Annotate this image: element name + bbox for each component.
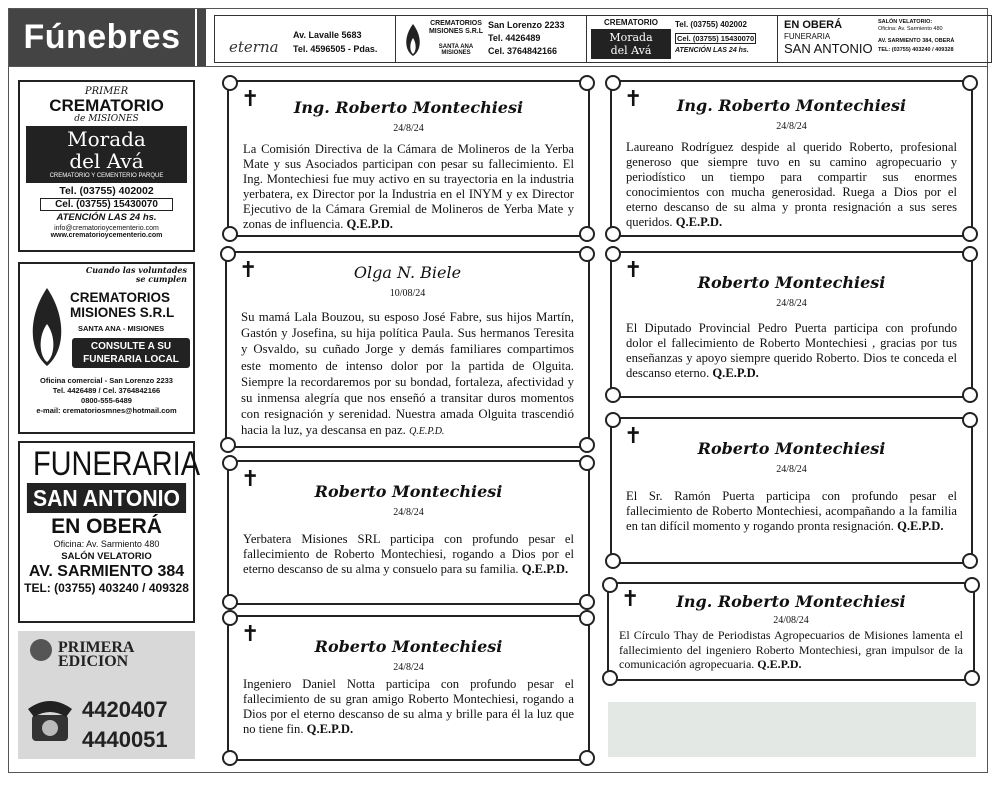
notice-date: 10/08/24 bbox=[389, 288, 426, 299]
morada-pre: PRIMER bbox=[84, 86, 129, 97]
notice-date: 24/8/24 bbox=[776, 298, 807, 309]
crematorios-place: SANTA ANA - MISIONES bbox=[78, 324, 165, 333]
flame-icon bbox=[26, 286, 68, 368]
header-ad-strip bbox=[214, 15, 992, 63]
notice-name: Roberto Montechiesi bbox=[697, 273, 886, 292]
ad-primera-edicion[interactable] bbox=[18, 631, 195, 759]
ad-crematorios-header[interactable] bbox=[396, 16, 587, 62]
crematorios-header-address: San Lorenzo 2233 bbox=[488, 20, 565, 30]
notice-qepd: Q.E.P.D. bbox=[346, 217, 393, 231]
morada-title: CREMATORIO bbox=[49, 96, 164, 115]
obituary-notice bbox=[610, 80, 973, 237]
san-antonio-header-pre: FUNERARIA bbox=[784, 32, 831, 41]
notice-body: Ingeniero Daniel Notta participa con profundo pesar el fallecimiento de su gran amigo Roberto Montechiesi, rogando a Dios por el eterno descanso de su alma y brille para él la luz que no tiene fin. Q.E.P.D. bbox=[243, 677, 574, 736]
morada-email: info@crematorioycementerio.com bbox=[54, 225, 159, 232]
notice-name: Olga N. Biele bbox=[353, 263, 462, 282]
cross-icon: ✝ bbox=[624, 257, 643, 282]
funeraria-name: SAN ANTONIO bbox=[27, 483, 186, 513]
crematorios-name bbox=[70, 290, 174, 320]
notice-qepd: Q.E.P.D. bbox=[409, 426, 445, 438]
ad-morada-header[interactable] bbox=[587, 16, 778, 62]
ad-vida-eterna[interactable] bbox=[215, 16, 396, 62]
notice-name: Roberto Montechiesi bbox=[314, 482, 503, 501]
obituary-notice bbox=[610, 251, 973, 398]
primera-name2: EDICION bbox=[58, 653, 129, 670]
obituary-notice bbox=[227, 80, 590, 237]
ad-crematorios-misiones[interactable] bbox=[18, 262, 195, 434]
morada-tel: Tel. (03755) 402002 bbox=[59, 185, 154, 197]
obituary-notice bbox=[225, 251, 590, 448]
notice-date: 24/8/24 bbox=[776, 121, 807, 132]
crematorios-email: e-mail: crematoriosmnes@hotmail.com bbox=[36, 406, 177, 415]
funeraria-tel: TEL: (03755) 403240 / 409328 bbox=[24, 581, 189, 595]
empty-ad-space bbox=[608, 702, 976, 757]
primera-phone2: 4440051 bbox=[82, 727, 168, 752]
morada-header-logo bbox=[591, 29, 671, 59]
section-header bbox=[9, 9, 987, 67]
notice-date: 24/8/24 bbox=[393, 507, 424, 518]
crematorios-name1: CREMATORIOS bbox=[70, 290, 171, 305]
notice-name: Roberto Montechiesi bbox=[314, 637, 503, 656]
telephone-icon bbox=[26, 695, 74, 745]
crematorios-header-place: SANTA ANA MISIONES bbox=[438, 44, 474, 56]
consulte-line1: CONSULTE A SU bbox=[90, 341, 172, 352]
morada-header-tel: Tel. (03755) 402002 bbox=[675, 20, 747, 29]
obituary-notice bbox=[227, 615, 590, 761]
notice-body: La Comisión Directiva de la Cámara de Molineros de la Yerba Mate y sus Asociados participan con pesar su fallecimiento. El Ing. Montechiesi fue muy activo en su trayectoria en la industria yerbatera, ex Director por la Industria en el INYM y ex Director Ejecutivo de la Cámara Gremial de Molineros de Yerba Mate y zonas de influencia. Q.E.P.D. bbox=[243, 142, 574, 231]
crematorios-slogan bbox=[20, 266, 193, 284]
notice-date: 24/8/24 bbox=[776, 464, 807, 475]
notice-date: 24/08/24 bbox=[773, 615, 809, 626]
section-title: Fúnebres bbox=[9, 9, 195, 66]
cross-icon: ✝ bbox=[241, 86, 260, 111]
crematorios-free: 0800-555-6489 bbox=[81, 396, 132, 405]
notice-qepd: Q.E.P.D. bbox=[757, 657, 802, 671]
san-antonio-header-name: SAN ANTONIO bbox=[784, 41, 873, 56]
cross-icon: ✝ bbox=[621, 586, 640, 611]
notice-body: El Sr. Ramón Puerta participa con profundo pesar el fallecimiento de Roberto Montechiesi, acompañando a la familia en tan difícil momento y rogando pronta resignación. Q.E.P.D. bbox=[626, 489, 957, 533]
san-antonio-header-address: AV. SARMIENTO 384, OBERÁ bbox=[878, 38, 955, 44]
ad-funeraria-san-antonio[interactable] bbox=[18, 441, 200, 623]
flame-icon bbox=[402, 22, 424, 58]
vida-eterna-logo: eterna bbox=[229, 38, 279, 56]
notice-qepd: Q.E.P.D. bbox=[897, 519, 944, 533]
morada-header-atencion: ATENCIÓN LAS 24 hs. bbox=[675, 47, 749, 54]
morada-sub: de MISIONES bbox=[74, 114, 139, 124]
funeraria-salon: SALÓN VELATORIO bbox=[61, 551, 152, 562]
notice-body: Laureano Rodríguez despide al querido Roberto, profesional generoso que siempre tuvo en su camino agropecuario y periodístico un tiempo para compartir sus enormes conocimientos con mucha generosidad. Ruega a Dios por el eterno descanso de su alma y pronta resignación a sus seres queridos. Q.E.P.D. bbox=[626, 140, 957, 229]
globe-icon bbox=[30, 639, 52, 661]
morada-header-name2: del Avá bbox=[610, 44, 652, 57]
vida-eterna-address: Av. Lavalle 5683 bbox=[293, 30, 362, 40]
notice-qepd: Q.E.P.D. bbox=[306, 722, 354, 736]
notice-body: Yerbatera Misiones SRL participa con profundo pesar el fallecimiento de Roberto Montechiesi, rogando a Dios por el eterno descanso de su alma y consuelo para su familia. Q.E.P.D. bbox=[243, 532, 574, 576]
crematorios-header-tel: Tel. 4426489 bbox=[488, 33, 541, 43]
notice-date: 24/8/24 bbox=[393, 123, 424, 134]
morada-name1: Morada bbox=[67, 127, 146, 151]
cross-icon: ✝ bbox=[239, 257, 258, 282]
notice-qepd: Q.E.P.D. bbox=[675, 215, 723, 229]
primera-logo bbox=[58, 641, 134, 669]
morada-logo bbox=[26, 126, 187, 183]
funeraria-city: EN OBERÁ bbox=[51, 515, 162, 538]
notice-qepd: Q.E.P.D. bbox=[521, 562, 569, 576]
consulte-box bbox=[72, 338, 190, 368]
san-antonio-header-tel: TEL: (03755) 403240 / 409328 bbox=[878, 47, 954, 53]
ad-san-antonio-header[interactable] bbox=[778, 16, 991, 62]
notice-qepd: Q.E.P.D. bbox=[712, 366, 759, 380]
funeraria-title: FUNERARIA bbox=[32, 445, 200, 483]
notice-name: Ing. Roberto Montechiesi bbox=[676, 96, 907, 115]
header-divider bbox=[197, 9, 206, 66]
notice-name: Ing. Roberto Montechiesi bbox=[676, 592, 906, 611]
crematorios-contacts bbox=[20, 376, 193, 416]
morada-web: www.crematorioycementerio.com bbox=[50, 232, 163, 239]
morada-name2: del Avá bbox=[69, 149, 144, 173]
morada-tag: CREMATORIO Y CEMENTERIO PARQUE bbox=[49, 173, 164, 179]
morada-header-name1: Morada bbox=[609, 31, 653, 44]
cross-icon: ✝ bbox=[624, 86, 643, 111]
primera-name1: PRIMERA bbox=[58, 639, 135, 656]
funeraria-oficina: Oficina: Av. Sarmiento 480 bbox=[53, 539, 160, 549]
obituary-notice bbox=[227, 460, 590, 605]
san-antonio-header-salon: SALÓN VELATORIO: bbox=[878, 19, 933, 25]
crematorios-header-cel: Cel. 3764842166 bbox=[488, 46, 558, 56]
obituary-notice bbox=[607, 582, 975, 681]
morada-atencion: ATENCIÓN LAS 24 hs. bbox=[56, 212, 157, 223]
notice-name: Ing. Roberto Montechiesi bbox=[293, 98, 524, 117]
obituary-notice bbox=[610, 417, 973, 564]
vida-eterna-phone: Tel. 4596505 - Pdas. bbox=[293, 44, 378, 54]
notice-name: Roberto Montechiesi bbox=[697, 439, 886, 458]
morada-header-pre: CREMATORIO bbox=[604, 18, 658, 27]
primera-phone1: 4420407 bbox=[82, 697, 168, 722]
funeraria-address: AV. SARMIENTO 384 bbox=[28, 563, 185, 580]
morada-header-cel: Cel. (03755) 15430070 bbox=[677, 34, 755, 43]
cross-icon: ✝ bbox=[624, 423, 643, 448]
notice-body: El Círculo Thay de Periodistas Agropecuarios de Misiones lamenta el fallecimiento del ingeniero Roberto Montechiesi, gran impulsor de la comunicación agropecuaria. Q.E.P.D. bbox=[619, 628, 963, 671]
ad-morada-del-ava[interactable] bbox=[18, 80, 195, 252]
consulte-line2: FUNERARIA LOCAL bbox=[83, 354, 179, 365]
san-antonio-header-city: EN OBERÁ bbox=[784, 19, 843, 31]
crematorios-oficina: Oficina comercial - San Lorenzo 2233 bbox=[40, 376, 173, 385]
morada-cel: Cel. (03755) 15430070 bbox=[40, 198, 173, 211]
crematorios-slogan2: se cumplen bbox=[135, 274, 187, 284]
san-antonio-header-oficina: Oficina: Av. Sarmiento 480 bbox=[878, 26, 943, 32]
notice-body: El Diputado Provincial Pedro Puerta participa con profundo dolor el fallecimiento de Roberto Montechiesi , gracias por tus enseñanzas y apoyo siempre querido Roberto. Dios te conceda el descanso eterno. Q.E.P.D. bbox=[626, 321, 957, 380]
crematorios-slogan1: Cuando las voluntades bbox=[85, 265, 187, 275]
crematorios-header-name: CREMATORIOS MISIONES S.R.L bbox=[428, 20, 484, 35]
notice-date: 24/8/24 bbox=[393, 662, 424, 673]
cross-icon: ✝ bbox=[241, 466, 260, 491]
notice-body: Su mamá Lala Bouzou, su esposo José Fabre, sus hijos Martín, Gastón y Josefina, su hija política Paula. Sus hermanos Teresita y Osvaldo, su cuñado Jorge y demás familiares compartimos este momento de intenso dolor por la partida de Olguita. Siempre la recordaremos por su bondad, fortaleza, afectividad y su inmensa alegría que nos enseñó a transitar duros momentos con resignación y serenidad. Nuestra amada Olguita trascendió hacia la luz, ya descansa en paz. Q.E.P.D. bbox=[241, 310, 574, 438]
cross-icon: ✝ bbox=[241, 621, 260, 646]
crematorios-name2: MISIONES S.R.L bbox=[70, 305, 175, 320]
crematorios-tel: Tel. 4426489 / Cel. 3764842166 bbox=[52, 386, 161, 395]
